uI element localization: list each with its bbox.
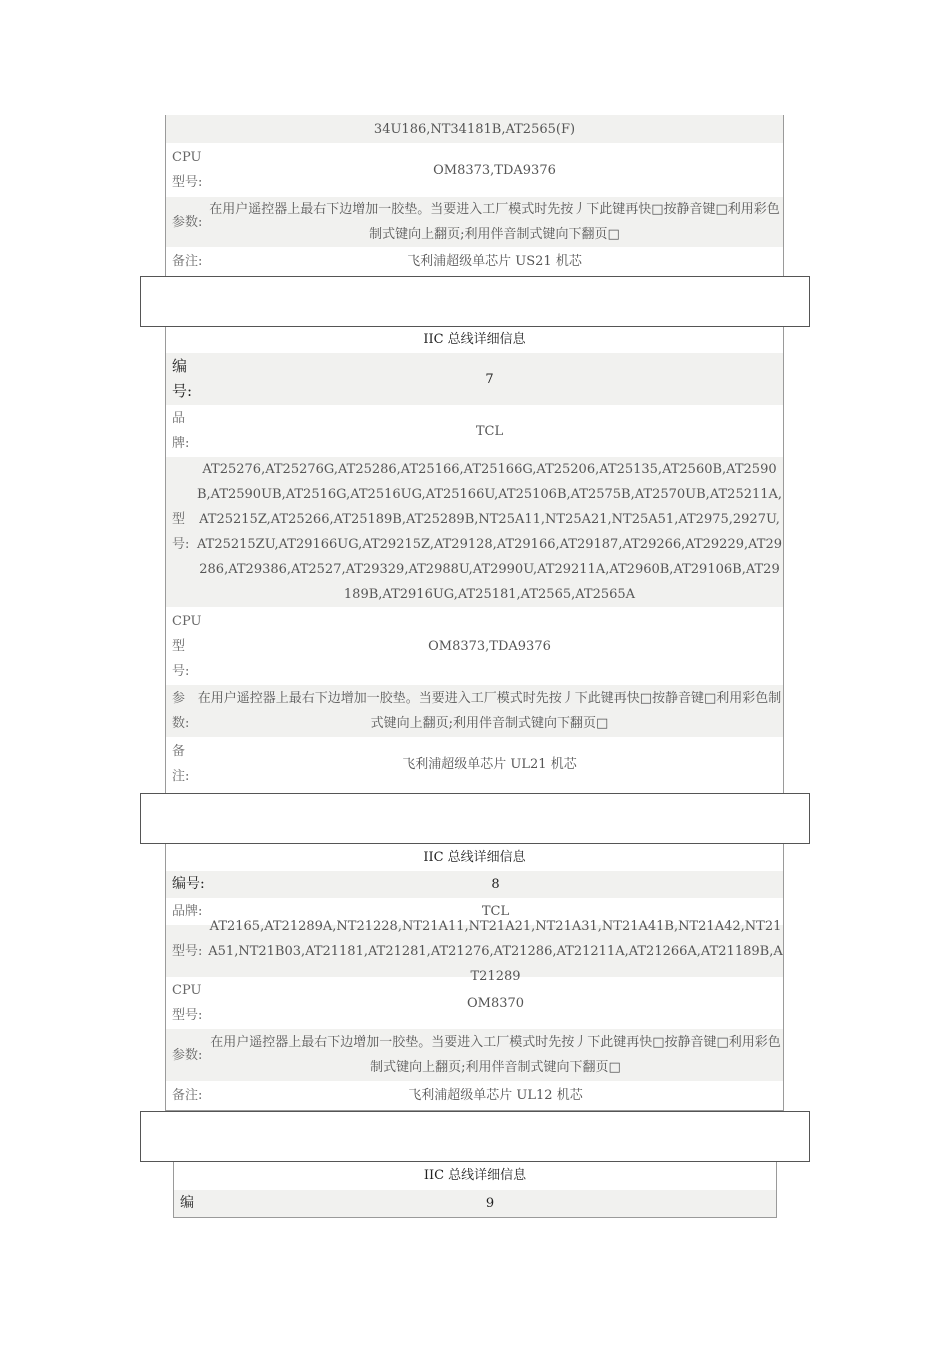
note-label: 备注: (172, 254, 203, 269)
table-9 (173, 1162, 777, 1218)
number-row (166, 353, 783, 405)
table-ul21 (165, 327, 784, 793)
table-title-row (166, 327, 783, 353)
params-row (166, 685, 783, 737)
note-value: 飞利浦超级单芯片 UL21 机芯 (402, 756, 577, 772)
models-row (166, 918, 783, 984)
models-row (166, 457, 783, 607)
spacer-box (140, 276, 810, 327)
note-row (166, 737, 783, 791)
note-label: 备注: (172, 744, 190, 784)
note-row (166, 1081, 783, 1110)
params-value: 在用户遥控器上最右下边增加一胶垫。当要进入工厂模式时先按丿下此键再快□按静音键□利用彩色制式键向上翻页;利用伴音制式键向下翻页□ (210, 1035, 781, 1075)
number-row (174, 1190, 776, 1217)
params-row (166, 1029, 783, 1081)
number-row (166, 871, 783, 898)
params-label: 参数: (172, 691, 190, 731)
table-title-row (166, 844, 783, 871)
number-value: 7 (485, 371, 494, 387)
note-label: 备注: (172, 1088, 203, 1103)
number-value: 8 (491, 877, 500, 892)
models-value: AT25276,AT25276G,AT25286,AT25166,AT25166G,AT25206,AT25135,AT2560B,AT2590B,AT2590UB,AT2516G,AT2516UG,AT25166U,AT25106B,AT2575B,AT2570UB,AT25211A,AT25215Z,AT25266,AT25189B,AT25289B,NT25A11,NT25A21,NT25A51,AT2975,2927U,AT25215ZU,AT29166UG,AT29215Z,AT29128,AT29166,AT29187,AT29266,AT29229,AT29286,AT29386,AT2527,AT29329,AT2988U,AT2990U,AT29211A,AT2960B,AT29106B,AT29189B,AT2916UG,AT25181,AT2565,AT2565A (196, 462, 783, 602)
cpu-value: OM8370 (466, 995, 525, 1011)
brand-label: 品牌: (172, 904, 203, 919)
number-value: 9 (485, 1196, 495, 1211)
params-label: 参数: (172, 214, 203, 230)
table-title-row (174, 1162, 776, 1190)
table-ul12 (165, 844, 784, 1111)
params-label: 参数: (172, 1047, 203, 1063)
note-value: 飞利浦超级单芯片 US21 机芯 (407, 254, 582, 269)
number-label: 编号: (172, 357, 193, 400)
table-us21 (165, 115, 784, 276)
cpu-value: OM8373,TDA9376 (433, 162, 556, 178)
models-value: AT2165,AT21289A,NT21228,NT21A11,NT21A21,NT21A31,NT21A41B,NT21A42,NT21A51,NT21B03,AT21181,AT21281,AT21276,AT21286,AT21211A,AT21266A,AT21189B,AT21289 (208, 918, 783, 984)
models-row (166, 115, 783, 143)
models-label: 型号: (172, 943, 203, 959)
cpu-value: OM8373,TDA9376 (428, 638, 551, 654)
table-title: IIC 总线详细信息 (423, 1168, 527, 1183)
cpu-label: CPU型号: (172, 983, 203, 1023)
params-value: 在用户遥控器上最右下边增加一胶垫。当要进入工厂模式时先按丿下此键再快□按静音键□利用彩色制式键向上翻页;利用伴音制式键向下翻页□ (209, 202, 780, 242)
params-row (166, 197, 783, 247)
number-label: 编 (180, 1195, 194, 1211)
cpu-label: CPU型号: (172, 150, 203, 190)
brand-value: TCL (475, 423, 504, 439)
spacer-box (140, 793, 810, 844)
cpu-row (166, 607, 783, 685)
note-value: 飞利浦超级单芯片 UL12 机芯 (408, 1088, 583, 1103)
note-row (166, 247, 783, 276)
models-label: 型号: (172, 512, 190, 552)
number-label: 编号: (172, 876, 205, 892)
cpu-row (166, 143, 783, 197)
brand-value: TCL (481, 904, 510, 919)
brand-row (166, 405, 783, 457)
models-value: 34U186,NT34181B,AT2565(F) (373, 121, 576, 137)
cpu-label: CPU型号: (172, 613, 202, 679)
table-title: IIC 总线详细信息 (423, 849, 526, 865)
brand-label: 品牌: (172, 411, 190, 451)
table-title: IIC 总线详细信息 (423, 332, 526, 347)
spacer-box (140, 1111, 810, 1162)
params-value: 在用户遥控器上最右下边增加一胶垫。当要进入工厂模式时先按丿下此键再快□按静音键□利用彩色制式键向上翻页;利用伴音制式键向下翻页□ (197, 691, 782, 731)
